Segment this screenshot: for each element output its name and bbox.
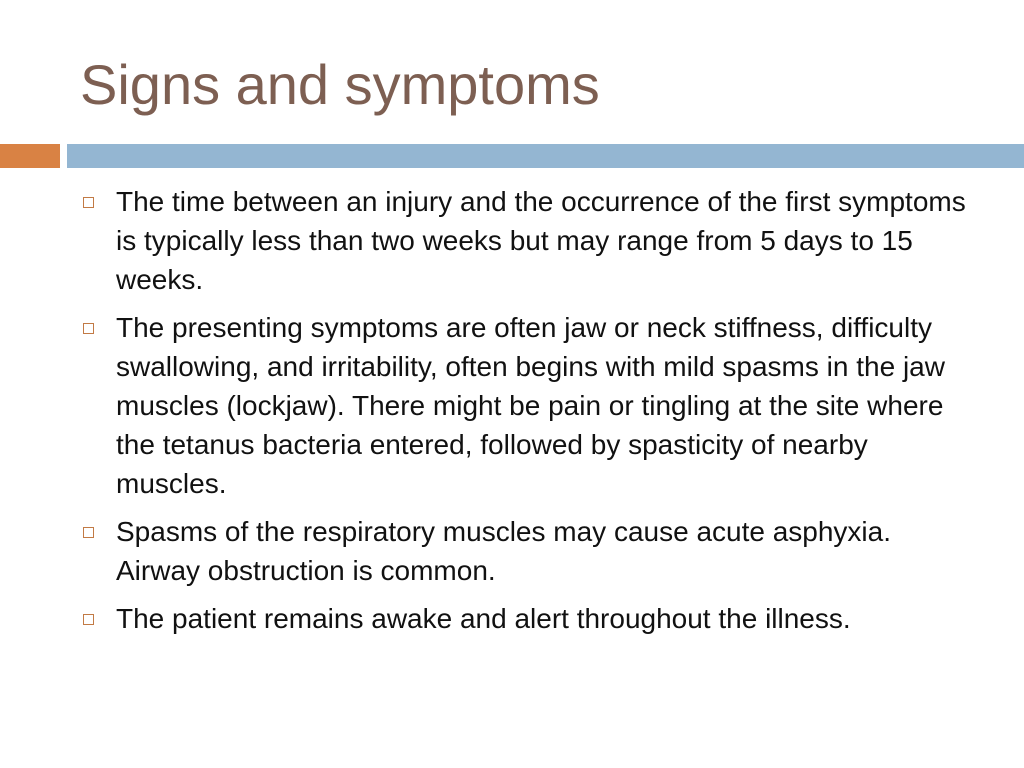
bullet-item	[76, 308, 976, 503]
bullet-text: The time between an injury and the occurrence of the first symptoms is typically less than two weeks but may range from 5 days to 15 weeks.	[116, 186, 966, 295]
hollow-square-bullet-icon	[83, 197, 94, 208]
title-divider-accent-blue	[67, 144, 1024, 168]
bullet-list	[76, 182, 976, 647]
hollow-square-bullet-icon	[83, 323, 94, 334]
title-divider-accent-orange	[0, 144, 60, 168]
bullet-text: Spasms of the respiratory muscles may cause acute asphyxia. Airway obstruction is common.	[116, 516, 892, 586]
bullet-text: The presenting symptoms are often jaw or neck stiffness, difficulty swallowing, and irritability, often begins with mild spasms in the jaw muscles (lockjaw). There might be pain or tingling at the site where the tetanus bacteria entered, followed by spasticity of nearby muscles.	[116, 312, 945, 499]
hollow-square-bullet-icon	[83, 614, 94, 625]
hollow-square-bullet-icon	[83, 527, 94, 538]
bullet-item	[76, 512, 976, 590]
slide-title: Signs and symptoms	[80, 53, 600, 116]
bullet-item	[76, 182, 976, 299]
bullet-text: The patient remains awake and alert throughout the illness.	[116, 603, 851, 634]
bullet-item	[76, 599, 976, 638]
